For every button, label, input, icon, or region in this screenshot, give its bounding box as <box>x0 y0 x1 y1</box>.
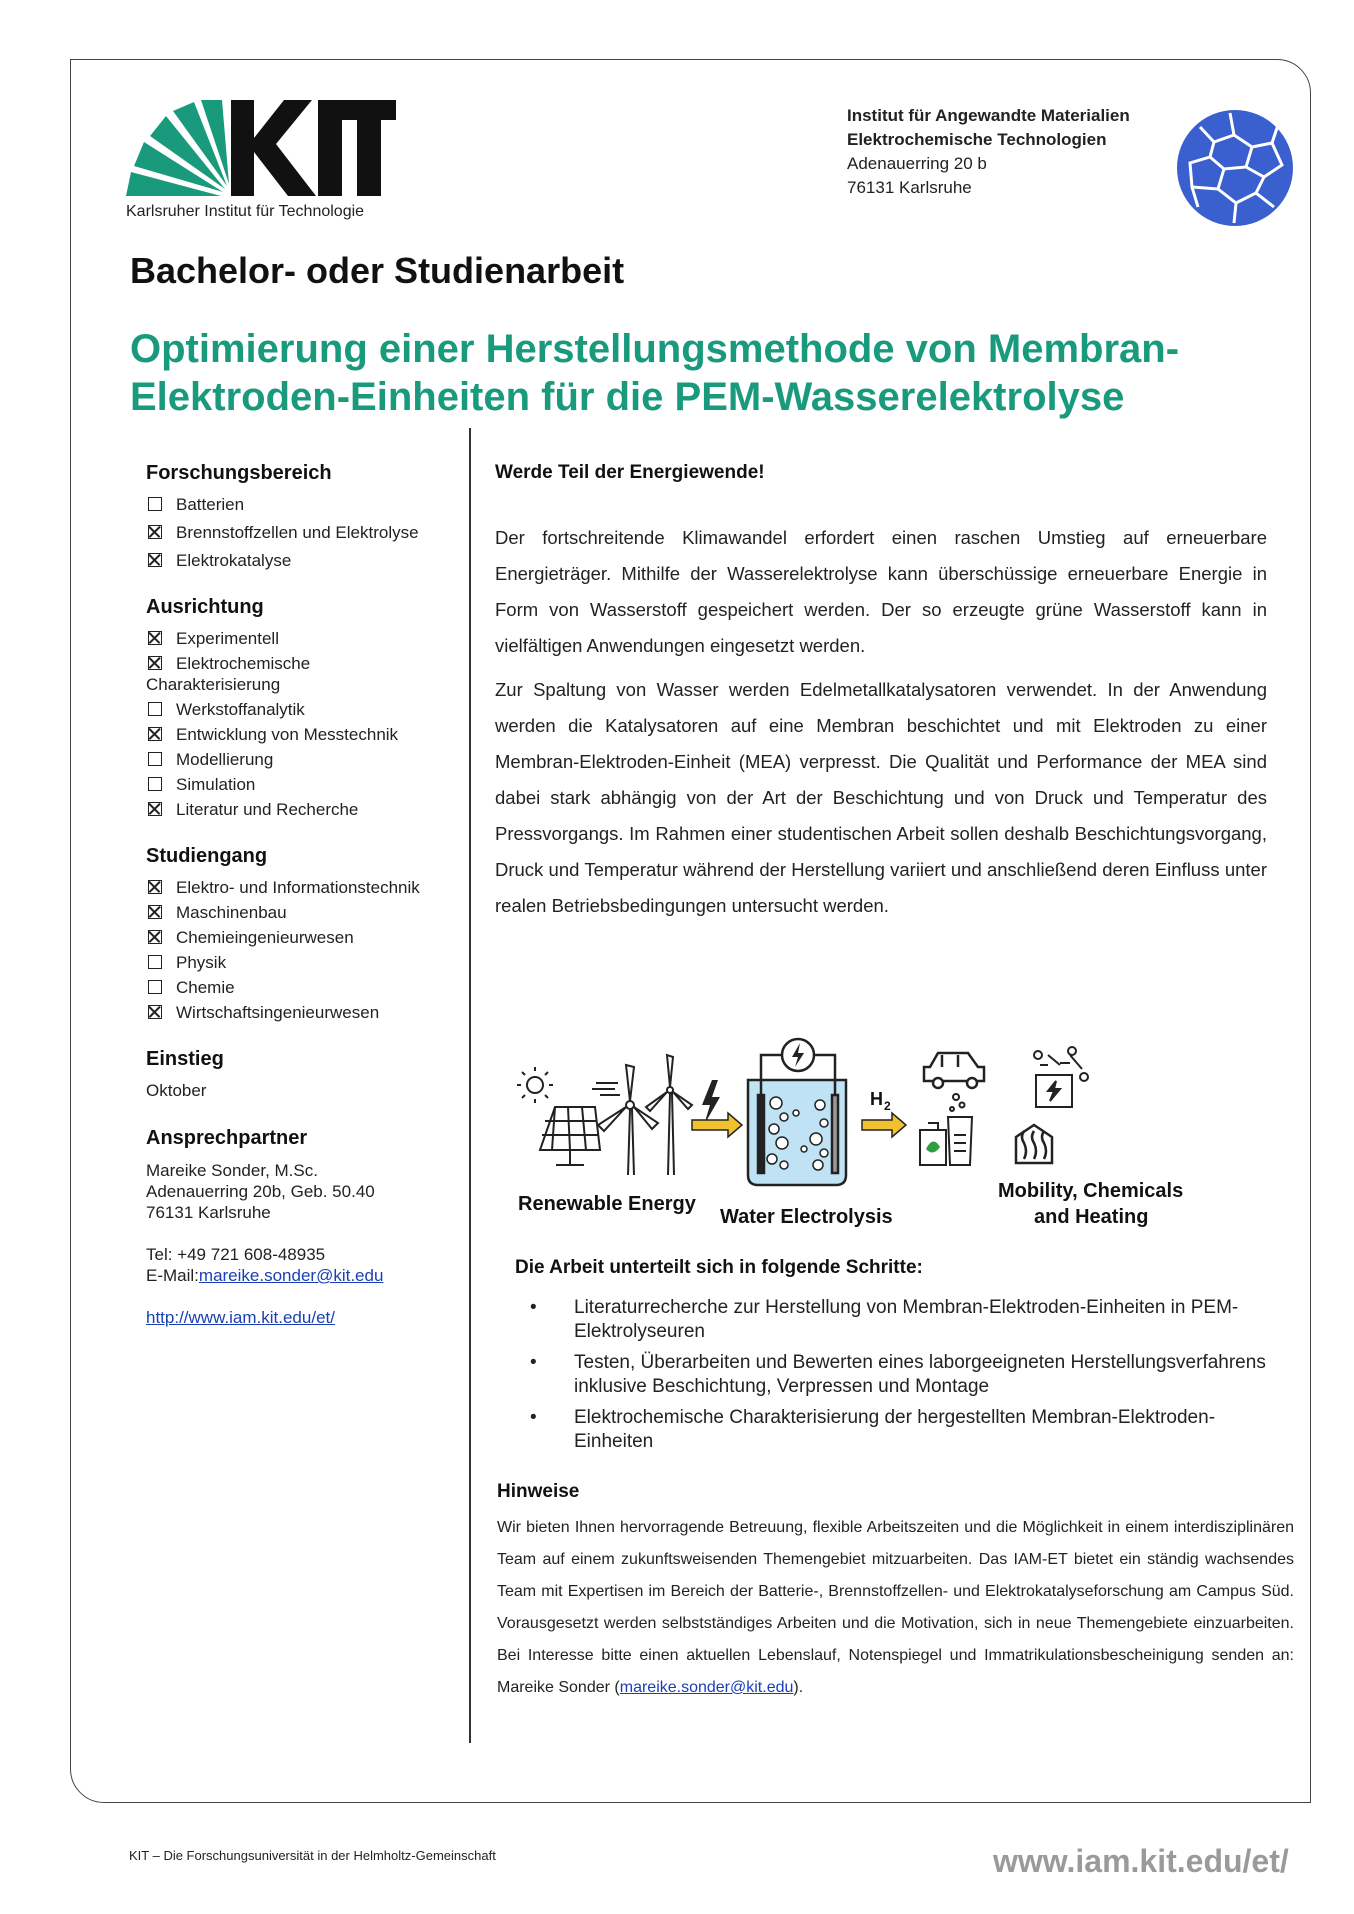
title-line-2: Elektroden-Einheiten für die PEM-Wasserelektrolyse <box>130 375 1125 419</box>
address-street: Adenauerring 20 b <box>847 154 987 173</box>
checkbox-chemieingenieurwesen: Chemieingenieurwesen <box>146 928 456 947</box>
wind-turbine-icon <box>592 1055 692 1175</box>
checkbox-batterien: Batterien <box>146 495 456 514</box>
list-item: • Elektrochemische Charakterisierung der hergestellten Membran-Elektroden-Einheiten <box>530 1407 1216 1452</box>
section-studiengang <box>146 845 456 1022</box>
checkbox-elektrokatalyse: Elektrokatalyse <box>146 551 456 570</box>
checkbox-empty-icon <box>148 777 162 791</box>
hinweise-text: Wir bieten Ihnen hervorragende Betreuung, flexible Arbeitszeiten und die Möglichkeit in einem interdisziplinären Team auf einem zukunftsweisenden Themengebiet mitzuarbeiten. Das IAM-ET bietet ein ständig wachsendes Team mit Expertisen im Bereich der Batterie-, Brennstoffzellen- und Elektrokatalyseforschung am Campus Süd. Vorausgesetzt werden selbstständiges Arbeiten und die Motivation, sich in neue Themengebiete einzuarbeiten. Bei Interesse bitte einen aktuellen Lebenslauf, Notenspiegel und Immatrikulationsbescheinigung senden an: Mareike Sonder (mareike.sonder@kit.edu). <box>497 1519 1294 1696</box>
checkbox-empty-icon <box>148 955 162 969</box>
checkbox-chemie: Chemie <box>146 978 456 997</box>
footer-url: www.iam.kit.edu/et/ <box>993 1843 1289 1879</box>
checkbox-physik: Physik <box>146 953 456 972</box>
document-type: Bachelor- oder Studienarbeit <box>130 250 625 291</box>
section-heading: Forschungsbereich <box>146 462 332 484</box>
einstieg-value: Oktober <box>146 1081 207 1100</box>
h2-subscript: 2 <box>884 1099 891 1113</box>
institute-seal-icon <box>1174 107 1296 229</box>
footer-text: KIT – Die Forschungsuniversität in der Helmholtz-Gemeinschaft <box>129 1848 496 1863</box>
process-figure <box>500 1025 1240 1235</box>
section-heading: Studiengang <box>146 845 268 867</box>
checkbox-checked-icon <box>148 631 162 645</box>
checkbox-label-continuation: Charakterisierung <box>146 675 281 694</box>
list-item: • Testen, Überarbeiten und Bewerten eines laborgeeigneten Herstellungsverfahrens inklusive Beschichtung, Verpressen und Montage <box>530 1352 1266 1397</box>
lightning-icon <box>702 1080 720 1125</box>
bullet-icon: • <box>530 1407 537 1428</box>
label-renewable-energy: Renewable Energy <box>518 1193 696 1215</box>
contact-address-2: 76131 Karlsruhe <box>146 1203 271 1222</box>
label-water-electrolysis: Water Electrolysis <box>720 1206 893 1228</box>
section-heading: Ausrichtung <box>146 596 264 618</box>
logo-caption: Karlsruher Institut für Technologie <box>126 203 365 220</box>
hinweise-heading: Hinweise <box>497 1481 580 1502</box>
institute-department: Elektrochemische Technologien <box>847 130 1107 149</box>
institute-name: Institut für Angewandte Materialien <box>847 106 1130 125</box>
arrow-icon <box>692 1113 742 1137</box>
contact-name: Mareike Sonder, M.Sc. <box>146 1161 318 1180</box>
steps-heading: Die Arbeit unterteilt sich in folgende Schritte: <box>515 1257 923 1278</box>
title-line-1: Optimierung einer Herstellungsmethode von Membran- <box>130 327 1180 371</box>
label-heating: and Heating <box>1034 1206 1149 1228</box>
checkbox-empty-icon <box>148 752 162 766</box>
checkbox-checked-icon <box>148 905 162 919</box>
checkbox-elektrochemische: Elektrochemische <box>146 654 456 673</box>
sidebar <box>146 462 456 1354</box>
battery-factory-icon <box>1034 1047 1088 1107</box>
contact-phone: Tel: +49 721 608-48935 <box>146 1245 326 1264</box>
institute-address <box>847 104 1130 200</box>
contact-email-link[interactable]: mareike.sonder@kit.edu <box>198 1266 384 1285</box>
contact-email-row: E-Mail:mareike.sonder@kit.edu <box>146 1266 384 1285</box>
checkbox-checked-icon <box>148 802 162 816</box>
heating-icon <box>1016 1125 1052 1163</box>
solar-panel-icon <box>517 1067 600 1165</box>
bullet-icon: • <box>530 1352 537 1373</box>
label-mobility: Mobility, Chemicals <box>998 1180 1184 1202</box>
checkbox-checked-icon <box>148 1005 162 1019</box>
checkbox-empty-icon <box>148 497 162 511</box>
section-ausrichtung <box>146 596 456 819</box>
section-einstieg <box>146 1048 456 1101</box>
car-icon <box>924 1053 984 1088</box>
electrolyzer-icon <box>748 1039 846 1185</box>
h2-arrow-icon <box>862 1089 906 1137</box>
kicker-heading: Werde Teil der Energiewende! <box>495 462 765 483</box>
checkbox-literatur: Literatur und Recherche <box>146 800 456 819</box>
checkbox-modellierung: Modellierung <box>146 750 456 769</box>
checkbox-empty-icon <box>148 980 162 994</box>
checkbox-checked-icon <box>148 553 162 567</box>
bullet-icon: • <box>530 1297 537 1318</box>
checkbox-checked-icon <box>148 525 162 539</box>
checkbox-empty-icon <box>148 702 162 716</box>
checkbox-checked-icon <box>148 727 162 741</box>
steps-list <box>530 1296 1290 1461</box>
main-content <box>495 462 1267 932</box>
h2-label: H <box>870 1089 883 1109</box>
checkbox-checked-icon <box>148 930 162 944</box>
contact-url-row <box>146 1307 456 1328</box>
page-title <box>130 325 1280 421</box>
checkbox-simulation: Simulation <box>146 775 456 794</box>
paragraph-details: Zur Spaltung von Wasser werden Edelmetallkatalysatoren verwendet. In der Anwendung werden die Katalysatoren auf eine Membran beschichtet und mit Elektroden zu einer Membran-Elektroden-Einheit (MEA) verpresst. Die Qualität und Performance der MEA sind dabei stark abhängig von der Art der Beschichtung und von Druck und Temperatur des Pressvorgangs. Im Rahmen einer studentischen Arbeit sollen deshalb Beschichtungsvorgang, Druck und Temperatur während der Herstellung variiert und anschließend deren Einfluss unter realen Betriebsbedingungen untersucht werden. <box>495 679 1267 916</box>
checkbox-maschinenbau: Maschinenbau <box>146 903 456 922</box>
column-divider <box>469 428 471 1743</box>
checkbox-checked-icon <box>148 656 162 670</box>
list-item: • Literaturrecherche zur Herstellung von Membran-Elektroden-Einheiten in PEM-Elektrolyseuren <box>530 1297 1239 1342</box>
paragraph-intro: Der fortschreitende Klimawandel erfordert einen raschen Umstieg auf erneuerbare Energieträger. Mithilfe der Wasserelektrolyse kann überschüssige erneuerbare Energie in Form von Wasserstoff gespeichert werden. Der so erzeugte grüne Wasserstoff kann in vielfältigen Anwendungen eingesetzt werden. <box>495 527 1267 656</box>
checkbox-messtechnik: Entwicklung von Messtechnik <box>146 725 456 744</box>
institute-url-link[interactable]: http://www.iam.kit.edu/et/ <box>146 1308 335 1327</box>
section-forschungsbereich <box>146 462 456 570</box>
section-heading: Einstieg <box>146 1048 224 1070</box>
checkbox-brennstoffzellen: Brennstoffzellen und Elektrolyse <box>146 523 456 542</box>
section-heading: Ansprechpartner <box>146 1127 308 1149</box>
checkbox-wirtschaftsingenieurwesen: Wirtschaftsingenieurwesen <box>146 1003 456 1022</box>
checkbox-experimentell: Experimentell <box>146 629 456 648</box>
hinweise-email-link[interactable]: mareike.sonder@kit.edu <box>619 1679 794 1696</box>
chemicals-icon <box>920 1094 972 1165</box>
section-ansprechpartner <box>146 1127 456 1328</box>
checkbox-checked-icon <box>148 880 162 894</box>
checkbox-werkstoffanalytik: Werkstoffanalytik <box>146 700 456 719</box>
checkbox-elektrotechnik: Elektro- und Informationstechnik <box>146 878 456 897</box>
contact-address-1: Adenauerring 20b, Geb. 50.40 <box>146 1182 375 1201</box>
address-city: 76131 Karlsruhe <box>847 178 972 197</box>
